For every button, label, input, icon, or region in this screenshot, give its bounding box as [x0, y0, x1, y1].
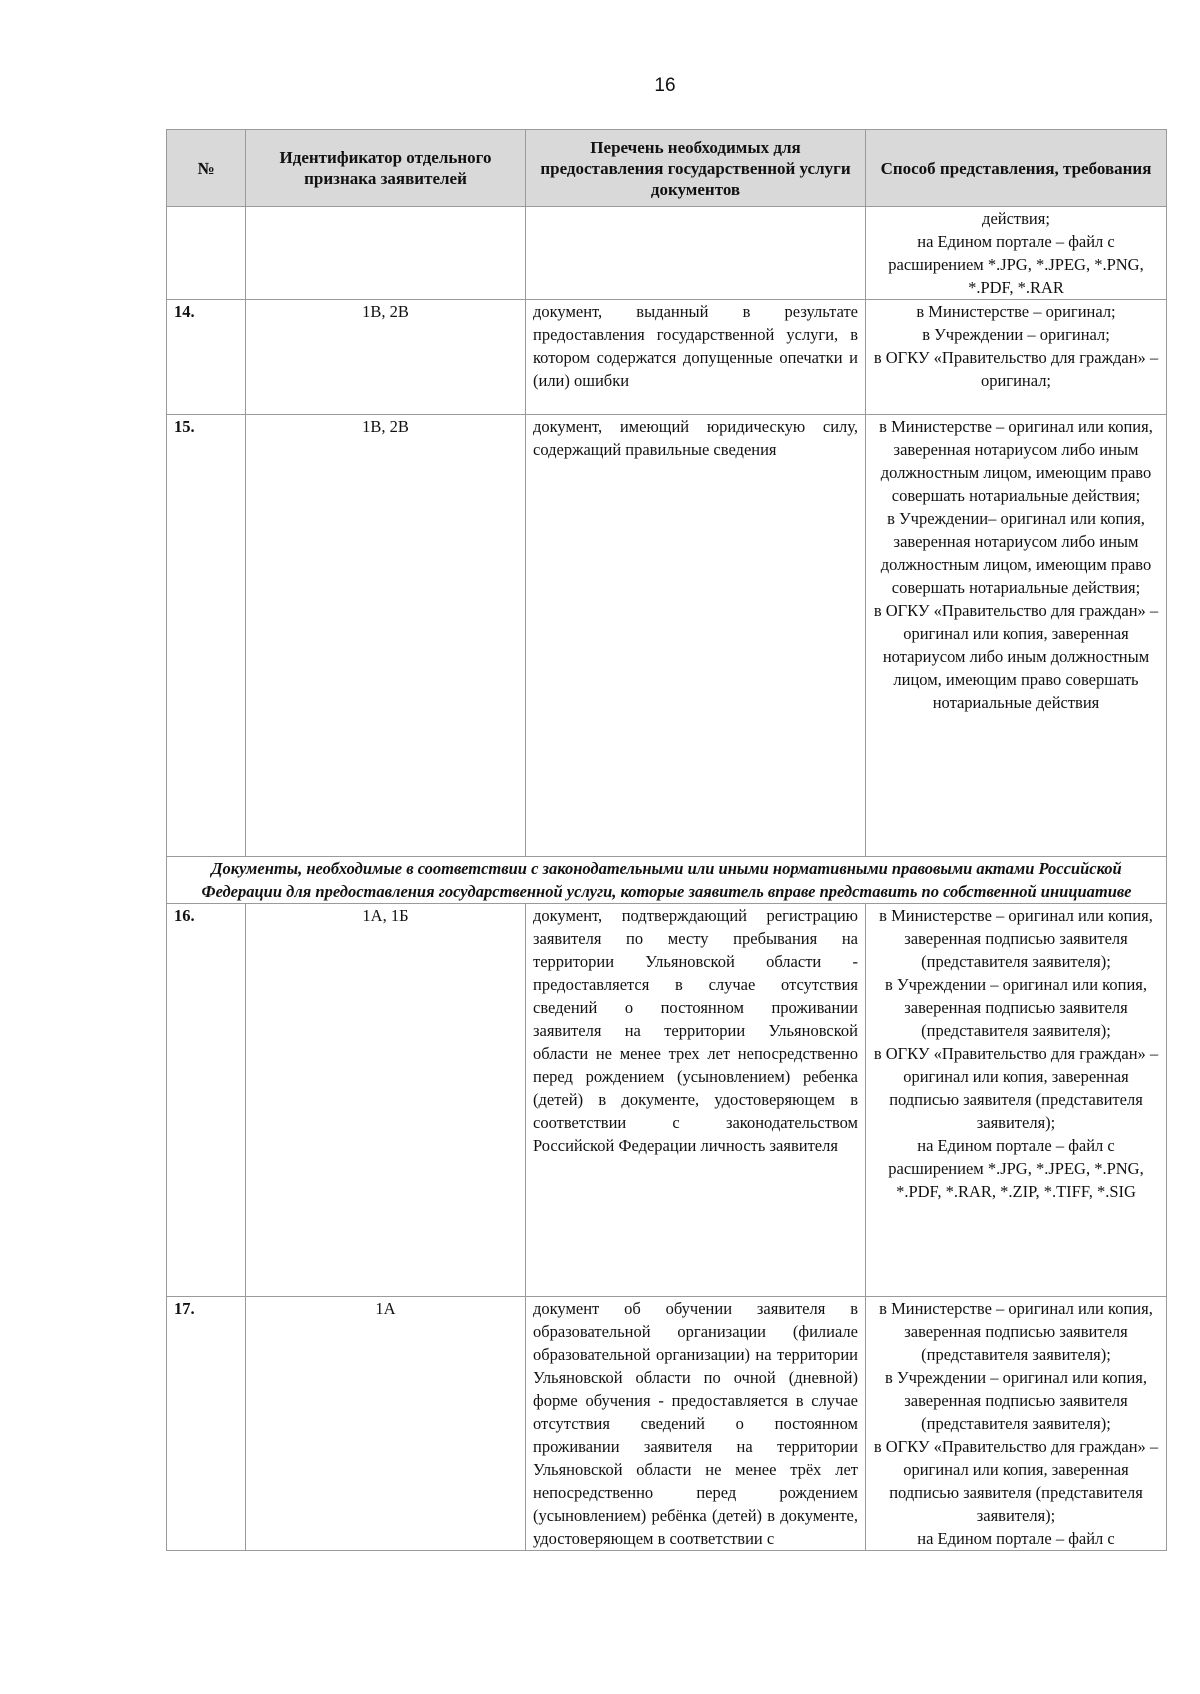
row-identifier	[246, 207, 526, 300]
method-line: в Министерстве – оригинал;	[916, 302, 1116, 321]
method-line: на Едином портале – файл с расширением *.JPG, *.JPEG, *.PNG, *.PDF, *.RAR, *.ZIP, *.TIFF, *.SIG	[888, 1136, 1144, 1201]
row-documents: документ об обучении заявителя в образовательной организации (филиале образовательной организации) на территории Ульяновской области по очной (дневной) форме обучения - предоставляется в случае отсутствия сведений о постоянном проживании заявителя на территории Ульяновской области не менее трёх лет непосредственно перед рождением (усыновлением) ребёнка (детей) в документе, удостоверяющем в соответствии с	[526, 1297, 866, 1551]
row-method	[866, 1297, 1167, 1551]
row-method	[866, 300, 1167, 415]
method-line: в Министерстве – оригинал или копия, заверенная подписью заявителя (представителя заявителя);	[879, 1299, 1153, 1364]
method-line: в Министерстве – оригинал или копия, заверенная подписью заявителя (представителя заявителя);	[879, 906, 1153, 971]
row-documents: документ, выданный в результате предоставления государственной услуги, в котором содержатся допущенные опечатки и (или) ошибки	[526, 300, 866, 415]
row-number: 15.	[167, 415, 246, 857]
table-row	[167, 300, 1167, 415]
row-number: 17.	[167, 1297, 246, 1551]
method-line: в Учреждении – оригинал;	[922, 325, 1110, 344]
method-line: в ОГКУ «Правительство для граждан» – оригинал;	[873, 348, 1159, 390]
row-number: 16.	[167, 904, 246, 1297]
row-documents: документ, подтверждающий регистрацию заявителя по месту пребывания на территории Ульяновской области - предоставляется в случае отсутствия сведений о постоянном проживании заявителя на территории Ульяновской области не менее трех лет непосредственно перед рождением (усыновлением) ребенка (детей) в документе, удостоверяющем в соответствии с законодательством Российской Федерации личность заявителя	[526, 904, 866, 1297]
row-method	[866, 207, 1167, 300]
row-identifier: 1В, 2В	[246, 300, 526, 415]
table-row	[167, 207, 1167, 300]
row-documents	[526, 207, 866, 300]
section-row	[167, 857, 1167, 904]
table-row	[167, 415, 1167, 857]
header-documents: Перечень необходимых для предоставления государственной услуги документов	[526, 130, 866, 207]
method-line: в ОГКУ «Правительство для граждан» – оригинал или копия, заверенная подписью заявителя (представителя заявителя);	[873, 1044, 1159, 1132]
method-line: действия;	[982, 209, 1050, 228]
header-number: №	[167, 130, 246, 207]
row-number	[167, 207, 246, 300]
header-method: Способ представления, требования	[866, 130, 1167, 207]
method-line: на Едином портале – файл с	[917, 1529, 1115, 1548]
method-line: в Министерстве – оригинал или копия, заверенная нотариусом либо иным должностным лицом, имеющим право совершать нотариальные действия;	[879, 417, 1153, 505]
table-row	[167, 904, 1167, 1297]
row-identifier: 1А	[246, 1297, 526, 1551]
method-line: в Учреждении– оригинал или копия, заверенная нотариусом либо иным должностным лицом, имеющим право совершать нотариальные действия;	[880, 509, 1152, 597]
method-line: в Учреждении – оригинал или копия, заверенная подписью заявителя (представителя заявителя);	[885, 975, 1147, 1040]
table-header-row	[167, 130, 1167, 207]
row-method	[866, 415, 1167, 857]
method-line: в ОГКУ «Правительство для граждан» – оригинал или копия, заверенная нотариусом либо иным должностным лицом, имеющим право совершать нотариальные действия	[873, 601, 1159, 712]
documents-table	[166, 129, 1167, 1551]
method-line: в ОГКУ «Правительство для граждан» – оригинал или копия, заверенная подписью заявителя (представителя заявителя);	[873, 1437, 1159, 1525]
method-line: в Учреждении – оригинал или копия, заверенная подписью заявителя (представителя заявителя);	[885, 1368, 1147, 1433]
row-identifier: 1В, 2В	[246, 415, 526, 857]
method-line: на Едином портале – файл с расширением *.JPG, *.JPEG, *.PNG, *.PDF, *.RAR	[888, 232, 1144, 297]
section-title: Документы, необходимые в соответствии с законодательными или иными нормативными правовыми актами Российской Федерации для предоставления государственной услуги, которые заявитель вправе представить по собственной инициативе	[167, 857, 1167, 904]
row-documents: документ, имеющий юридическую силу, содержащий правильные сведения	[526, 415, 866, 857]
row-identifier: 1А, 1Б	[246, 904, 526, 1297]
row-number: 14.	[167, 300, 246, 415]
row-method	[866, 904, 1167, 1297]
header-identifier: Идентификатор отдельного признака заявителей	[246, 130, 526, 207]
table-row	[167, 1297, 1167, 1551]
page-number: 16	[654, 75, 676, 96]
